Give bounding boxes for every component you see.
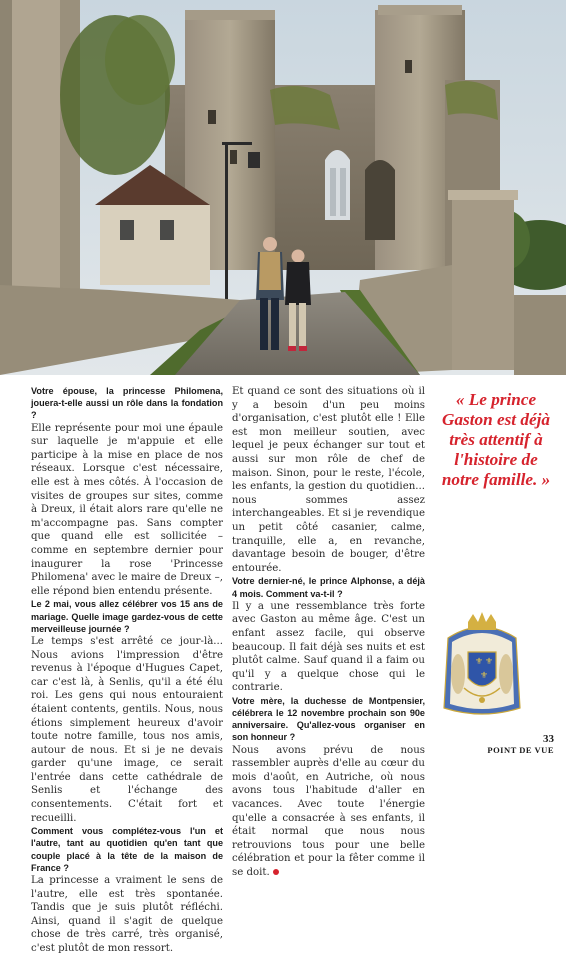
interview-answer: La princesse a vraiment le sens de l'autre, elle est très spontanée. Tandis que je suis plutôt réfléchi. Ainsi, quand il s'agit de quelque chose de très carré, très organisé, c'est plutôt de mon ressort. [31, 875, 223, 955]
castle-photo-illustration [0, 0, 566, 375]
svg-text:⚜: ⚜ [475, 657, 484, 667]
interview-answer-final [232, 744, 425, 880]
page-number: 33 [543, 733, 554, 745]
interview-question: Votre mère, la duchesse de Montpensier, célébrera le 12 novembre prochain son 90e anniversaire. Qu'allez-vous organiser en son honneur ? [232, 695, 425, 743]
interview-question: Votre dernier-né, le prince Alphonse, a déjà 4 mois. Comment va-t-il ? [232, 576, 425, 599]
svg-text:⚜: ⚜ [480, 671, 489, 681]
pull-quote: « Le prince Gaston est déjà très attentif à l'histoire de notre famille. » [441, 390, 551, 489]
castle-photo [0, 0, 566, 375]
interview-answer: Le temps s'est arrêté ce jour-là... Nous avions l'impression d'être revenus à l'époque d'Hugues Capet, car c'est là, à Senlis, qu'il a été élu roi. Les gens qui nous entouraient étaient contents, gentils. Nous, nous étions simplement heureux d'avoir toute notre famille, tous nos amis, autour de nous. Et si je ne devais garder qu'une image, ce serait l'entrée dans cette cathédrale de Senlis et l'échange des consentements. C'était fort et recueilli. [31, 635, 223, 824]
interview-answer: Elle représente pour moi une épaule sur laquelle je m'appuie et elle participe à la mise en place de nos réseaux. Lorsque c'est nécessaire, elle est à mes côtés. À l'occasion de visites de groupes sur sites, comme à Dreux, il était alors rare qu'elle ne m'accompagne pas. Sans compter que quand elle est sollicitée – comme en septembre dernier pour inaugurer la rose 'Princesse Philomena' avec le maire de Dreux –, elle répond bien entendu présente. [31, 422, 223, 597]
interview-question: Le 2 mai, vous allez célébrer vos 15 ans de mariage. Quelle image gardez-vous de cette merveilleuse journée ? [31, 599, 223, 634]
article-column-1 [31, 385, 223, 956]
coat-of-arms-icon [438, 608, 526, 720]
article-column-2 [232, 385, 425, 880]
interview-answer: Il y a une ressemblance très forte avec Gaston au même âge. C'est un enfant assez facile, qui observe beaucoup. Il fait déjà ses nuits et est plutôt calme. Sauf quand il a faim ou qu'il y a quelque chose qui le contrarie. [232, 600, 425, 694]
interview-answer: Et quand ce sont des situations où il y a besoin d'un peu moins d'organisation, c'est plutôt elle ! Elle est mon meilleur soutien, avec lequel je peux échanger sur tout et aussi sur mon rôle de chef de maison. Sinon, pour le reste, l'école, les enfants, la gestion du quotidien... nous sommes assez interchangeables. Et si je revendique un petit côté casanier, calme, tranquille, elle a, en revanche, davantage besoin de bouger, d'être entourée. [232, 386, 425, 574]
final-answer-text: Nous avons prévu de nous rassembler auprès d'elle au cœur du mois d'août, en Autriche, où nous avons tous l'habitude d'aller en vacances. Avec toute l'énergie qu'elle a consacrée à ses enfants, il était normal que nous nous retrouvions tous pour une belle célébration et pour la fêter comme il se doit. [232, 744, 425, 879]
magazine-name: POINT DE VUE [487, 745, 554, 755]
interview-question: Comment vous complétez-vous l'un et l'autre, tant au quotidien qu'en tant que couple placé à la tête de la maison de France ? [31, 826, 223, 873]
svg-text:⚜: ⚜ [485, 657, 494, 667]
end-of-article-dot-icon [273, 869, 279, 875]
interview-question: Votre épouse, la princesse Philomena, jouera-t-elle aussi un rôle dans la fondation ? [31, 386, 223, 421]
page-folio [487, 733, 554, 756]
